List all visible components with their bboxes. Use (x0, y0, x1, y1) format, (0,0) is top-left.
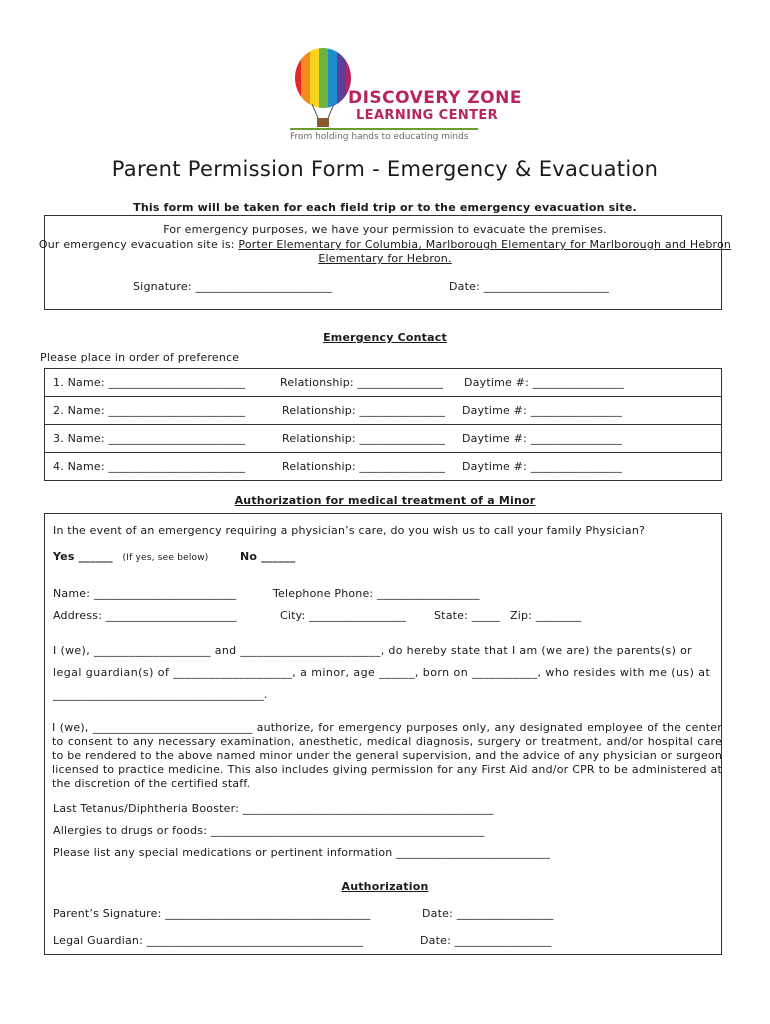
yes-label: Yes ______ (53, 550, 113, 563)
physician-phone-field[interactable]: Telephone Phone: __________________ (273, 587, 480, 600)
guardian-statement-line1[interactable]: I (we), ____________________ and ________________________, do hereby state that I am (we are) the parents(s) or (53, 644, 693, 657)
evac-site-link: Porter Elementary for Columbia, Marlborough Elementary for Marlborough and Hebron (238, 238, 732, 251)
contact-4-name[interactable]: 4. Name: ________________________ (53, 460, 246, 473)
evac-site-label: Our emergency evacuation site is: (38, 238, 239, 251)
medications-field[interactable]: Please list any special medications or pertinent information ___________________________ (53, 846, 551, 859)
guardian-statement-line2[interactable]: legal guardian(s) of ____________________, a minor, age ______, born on ___________, who resides with me (us) at (53, 666, 711, 679)
intro-text: This form will be taken for each field trip or to the emergency evacuation site. (133, 201, 637, 214)
allergies-field[interactable]: Allergies to drugs or foods: ________________________________________________ (53, 824, 485, 837)
logo-name-line1: DISCOVERY ZONE (348, 88, 522, 108)
logo-tagline: From holding hands to educating minds (290, 132, 469, 142)
hot-air-balloon-icon (292, 48, 354, 138)
yes-note: (If yes, see below) (122, 553, 209, 563)
contact-1-name[interactable]: 1. Name: ________________________ (53, 376, 246, 389)
discovery-zone-logo (290, 48, 522, 146)
guardian-statement-line3[interactable]: _____________________________________. (53, 688, 268, 701)
family-physician-question: In the event of an emergency requiring a physician’s care, do you wish us to call your family Physician? (53, 524, 646, 537)
parent-date-field[interactable]: Date: _________________ (422, 907, 554, 920)
contact-3-relationship[interactable]: Relationship: _______________ (282, 432, 446, 445)
logo-divider (290, 128, 478, 130)
evac-line2 (0, 238, 770, 251)
contact-2-name[interactable]: 2. Name: ________________________ (53, 404, 246, 417)
consent-paragraph: I (we), ____________________________ authorize, for emergency purposes only, any designated employee of the center to consent to any necessary examination, anesthetic, medical diagnosis, surgery or treatment, and/or hospital care to be rendered to the above named minor under the general supervision, and the advice of any physician or surgeon licensed to practice medicine. This also includes giving permission for any First Aid and/or CPR to be administered at the discretion of the certified staff. (52, 721, 722, 790)
evac-signature-field[interactable]: Signature: ________________________ (133, 280, 333, 293)
physician-zip-field[interactable]: Zip: ________ (510, 609, 582, 622)
contact-1-relationship[interactable]: Relationship: _______________ (280, 376, 444, 389)
physician-no-field[interactable]: No ______ (240, 550, 296, 563)
physician-address-field[interactable]: Address: _______________________ (53, 609, 237, 622)
parent-signature-field[interactable]: Parent’s Signature: ____________________________________ (53, 907, 371, 920)
evac-date-field[interactable]: Date: ______________________ (449, 280, 610, 293)
authorization-heading: Authorization (341, 880, 429, 893)
guardian-date-field[interactable]: Date: _________________ (420, 934, 552, 947)
contact-4-daytime[interactable]: Daytime #: ________________ (462, 460, 622, 473)
legal-guardian-field[interactable]: Legal Guardian: ______________________________________ (53, 934, 364, 947)
evac-line1: For emergency purposes, we have your permission to evacuate the premises. (163, 223, 607, 236)
logo-name-line2: LEARNING CENTER (356, 108, 499, 123)
physician-name-field[interactable]: Name: _________________________ (53, 587, 237, 600)
contact-1-daytime[interactable]: Daytime #: ________________ (464, 376, 624, 389)
emergency-contact-heading: Emergency Contact (323, 331, 447, 344)
preference-note: Please place in order of preference (40, 351, 240, 364)
contact-3-daytime[interactable]: Daytime #: ________________ (462, 432, 622, 445)
contact-4-relationship[interactable]: Relationship: _______________ (282, 460, 446, 473)
page-title: Parent Permission Form - Emergency & Evacuation (111, 157, 659, 181)
tetanus-booster-field[interactable]: Last Tetanus/Diphtheria Booster: ____________________________________________ (53, 802, 494, 815)
evac-line3: Elementary for Hebron. (318, 252, 452, 265)
physician-yes-field[interactable] (53, 550, 209, 563)
contact-3-name[interactable]: 3. Name: ________________________ (53, 432, 246, 445)
physician-state-field[interactable]: State: _____ (434, 609, 501, 622)
physician-city-field[interactable]: City: _________________ (280, 609, 407, 622)
contact-2-relationship[interactable]: Relationship: _______________ (282, 404, 446, 417)
contact-2-daytime[interactable]: Daytime #: ________________ (462, 404, 622, 417)
medical-heading: Authorization for medical treatment of a Minor (234, 494, 536, 507)
